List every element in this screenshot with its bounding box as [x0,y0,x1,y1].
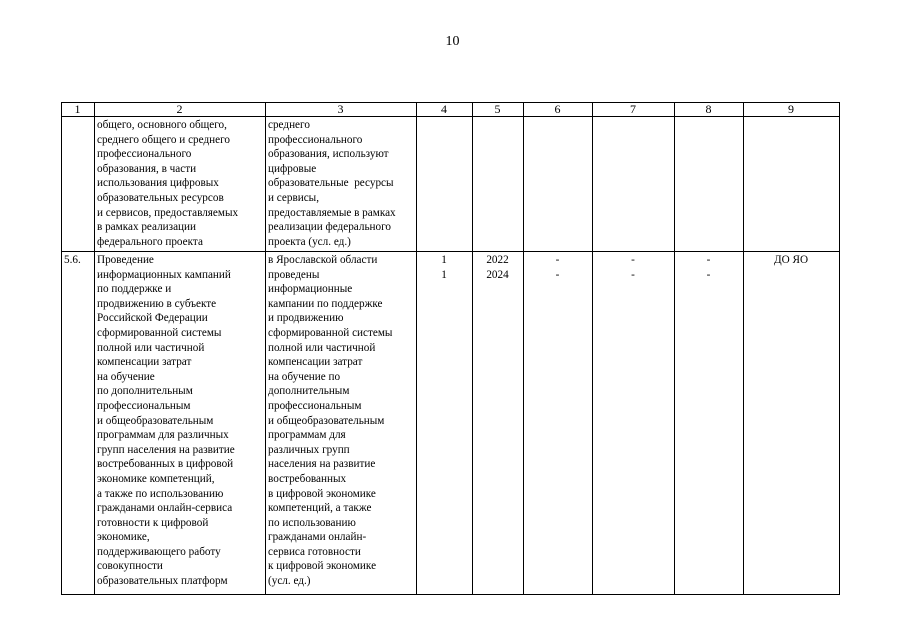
col-divider [674,102,675,595]
col-divider [416,102,417,595]
row1-indicator: среднего профессионального образования, используют цифровые образовательные ресурсы и сервисы, предоставляемые в рамках реализации федерального проекта (усл. ед.) [268,119,396,248]
col-divider [592,102,593,595]
col-divider [523,102,524,595]
col-divider [94,102,95,595]
table-left-border [61,102,62,595]
row2-col8: - - [706,254,711,281]
header-bottom-border [61,116,840,117]
row2-year: 2022 2024 [486,254,509,281]
header-cell-4: 4 [441,102,447,116]
header-cell-1: 1 [74,102,81,116]
row-divider [61,251,840,252]
header-cell-6: 6 [554,102,561,116]
row2-value: 1 1 [441,254,447,281]
row2-indicator: в Ярославской области проведены информационные кампании по поддержке и продвижению сформированной системы полной или частичной компенсации затрат на обучение по дополнительным профессиональным и общеобразовательным программам для различных групп населения на развитие востребованных в цифровой экономике компетенций, а также по использованию гражданами онлайн- сервиса готовности к цифровой экономике (усл. ед.) [268,254,393,588]
header-cell-9: 9 [788,102,794,116]
row2-responsible: ДО ЯО [773,254,809,266]
header-cell-8: 8 [705,102,712,116]
row2-description: Проведение информационных кампаний по поддержке и продвижению в субъекте Российской Федерации сформированной системы полной или частичной компенсации затрат на обучение по дополнительным профессиональным и общеобразовательным программам для различных групп населения на развитие востребованных в цифровой экономике компетенций, а также по использованию гражданами онлайн-сервиса готовности к цифровой экономике, поддерживающего работу совокупности образовательных платформ [97,254,235,588]
row2-col6: - - [555,254,560,281]
col-divider [265,102,266,595]
header-cell-7: 7 [630,102,636,116]
header-cell-3: 3 [337,102,344,116]
row1-description: общего, основного общего, среднего общего и среднего профессионального образования, в части использования цифровых образовательных ресурсов и сервисов, предоставляемых в рамках реализации федерального проекта [97,119,239,248]
row2-col7: - - [631,254,635,281]
header-cell-5: 5 [494,102,501,116]
col-divider [743,102,744,595]
header-cell-2: 2 [176,102,183,116]
row2-number: 5.6. [64,254,81,266]
table-bottom-border [61,594,840,595]
table-right-border [839,102,840,595]
page-number: 10 [445,34,460,49]
col-divider [472,102,473,595]
